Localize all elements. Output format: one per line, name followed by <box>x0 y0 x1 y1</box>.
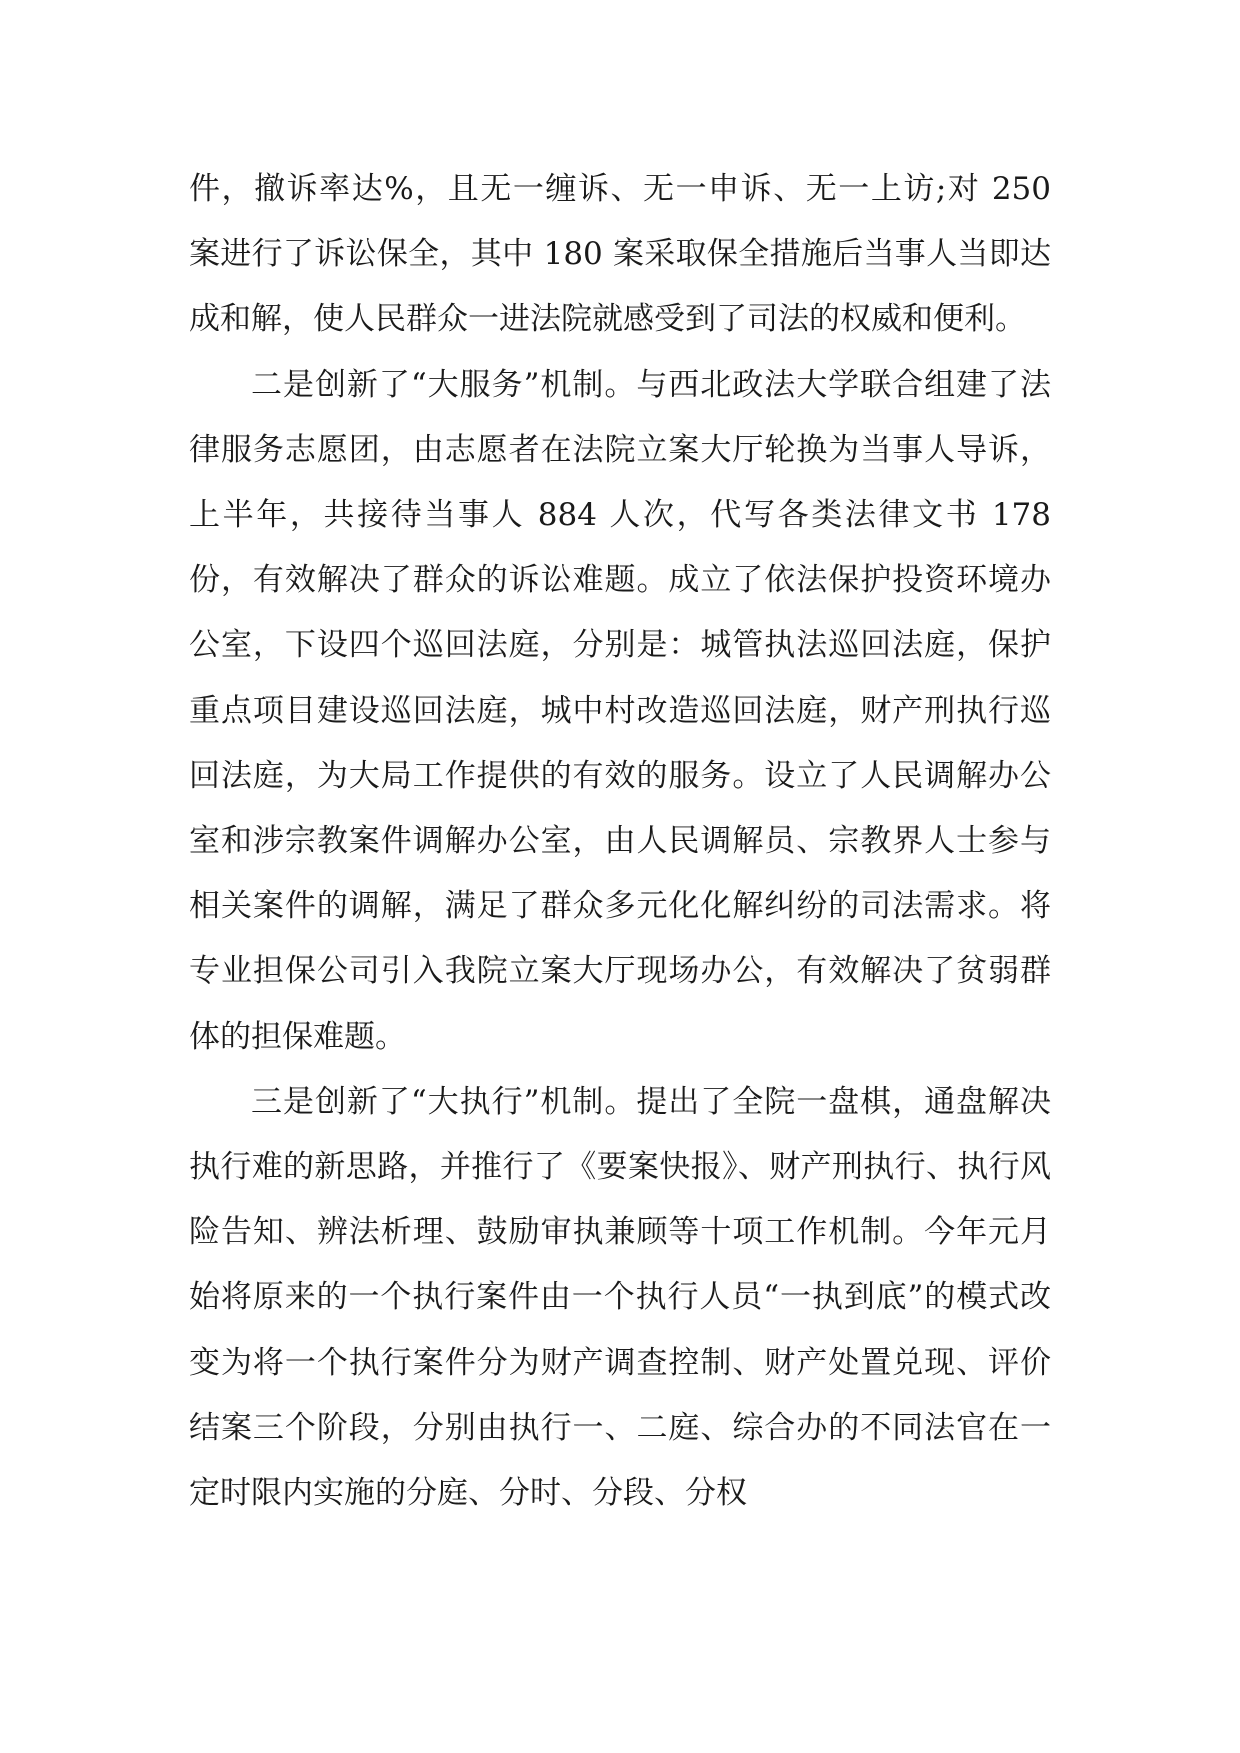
paragraph-3: 三是创新了“大执行”机制。提出了全院一盘棋，通盘解决执行难的新思路，并推行了《要案快报》、财产刑执行、执行风险告知、辨法析理、鼓励审执兼顾等十项工作机制。今年元月始将原来的一个执行案件由一个执行人员“一执到底”的模式改变为将一个执行案件分为财产调查控制、财产处置兑现、评价结案三个阶段，分别由执行一、二庭、综合办的不同法官在一定时限内实施的分庭、分时、分段、分权 <box>189 1083 1051 1512</box>
paragraph-2: 二是创新了“大服务”机制。与西北政法大学联合组建了法律服务志愿团，由志愿者在法院立案大厅轮换为当事人导诉，上半年，共接待当事人 884 人次，代写各类法律文书 178 份，有效解决了群众的诉讼难题。成立了依法保护投资环境办公室，下设四个巡回法庭，分别是：城管执法巡回法庭，保护重点项目建设巡回法庭，城中村改造巡回法庭，财产刑执行巡回法庭，为大局工作提供的有效的服务。设立了人民调解办公室和涉宗教案件调解办公室，由人民调解员、宗教界人士参与相关案件的调解，满足了群众多元化化解纠纷的司法需求。将专业担保公司引入我院立案大厅现场办公，有效解决了贫弱群体的担保难题。 <box>189 366 1051 1055</box>
document-body <box>189 157 1051 1526</box>
paragraph-1: 件，撤诉率达%，且无一缠诉、无一申诉、无一上访;对 250 案进行了诉讼保全，其中 180 案采取保全措施后当事人当即达成和解，使人民群众一进法院就感受到了司法的权威和便利。 <box>189 171 1051 338</box>
